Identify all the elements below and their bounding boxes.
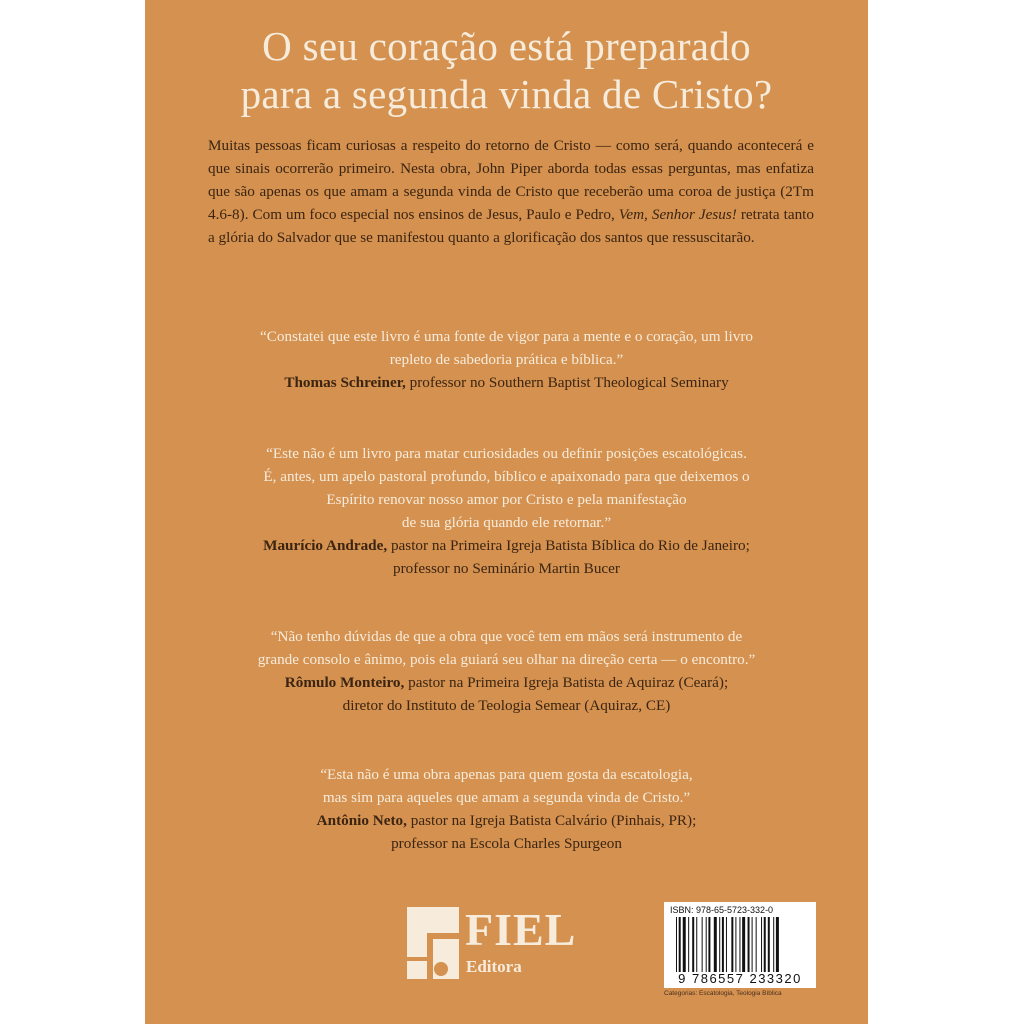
endorsement-role-line: professor na Escola Charles Spurgeon xyxy=(391,835,622,852)
endorsement-attribution xyxy=(185,371,828,394)
publisher-name: FIEL xyxy=(465,904,577,955)
endorsement-quote-line: “Esta não é uma obra apenas para quem gosta da escatologia, xyxy=(320,766,693,783)
intro-paragraph xyxy=(208,134,814,249)
intro-book-title: Vem, Senhor Jesus! xyxy=(618,206,737,223)
endorsement-role: pastor na Primeira Igreja Batista de Aquiraz (Ceará); xyxy=(408,674,729,691)
publisher-subtitle: Editora xyxy=(466,957,522,976)
endorsement-monteiro xyxy=(185,625,828,717)
endorsement-role: pastor na Primeira Igreja Batista Bíblica do Rio de Janeiro; xyxy=(390,537,750,554)
endorsement-andrade xyxy=(185,442,828,580)
endorsement-neto xyxy=(185,763,828,855)
endorsement-quote-line: mas sim para aqueles que amam a segunda vinda de Cristo.” xyxy=(322,789,691,806)
endorsement-schreiner xyxy=(185,325,828,394)
intro-text-start: Muitas pessoas ficam curiosas a respeito do retorno de Cristo — como será, quando acontecerá e que sinais ocorrerão primeiro. Nesta obra, John Piper aborda todas essas perguntas, mas enfatiza que são apenas os que amam a segunda vinda de Cristo que receberão uma coroa de justiça (2Tm 4.6-8). Com um foco especial nos ensinos de Jesus, Paulo e Pedro, xyxy=(208,137,814,223)
endorsement-quote-line: Espírito renovar nosso amor por Cristo e pela manifestação xyxy=(326,491,687,508)
endorsement-quote-line: grande consolo e ânimo, pois ela guiará seu olhar na direção certa — o encontro.” xyxy=(257,651,756,668)
endorsement-role: pastor na Igreja Batista Calvário (Pinhais, PR); xyxy=(410,812,697,829)
book-back-cover xyxy=(145,0,868,1024)
endorsement-attribution xyxy=(185,809,828,832)
endorsement-quote-line: É, antes, um apelo pastoral profundo, bíblico e apaixonado para que deixemos o xyxy=(263,468,750,485)
endorsement-quote-line: “Constatei que este livro é uma fonte de vigor para a mente e o coração, um livro xyxy=(260,328,753,345)
endorsement-quote-line: “Este não é um livro para matar curiosidades ou definir posições escatológicas. xyxy=(266,445,747,462)
endorsement-role-line: professor no Seminário Martin Bucer xyxy=(393,560,620,577)
fiel-logo-icon xyxy=(403,903,463,983)
barcode-bars xyxy=(676,917,810,972)
endorsement-author: Maurício Andrade, xyxy=(263,537,388,554)
isbn-label: ISBN: 978-65-5723-332-0 xyxy=(670,905,774,915)
endorsement-author: Rômulo Monteiro, xyxy=(284,674,405,691)
endorsement-quote-line: de sua glória quando ele retornar.” xyxy=(401,514,612,531)
headline xyxy=(145,22,868,118)
endorsement-quote-line: “Não tenho dúvidas de que a obra que você tem em mãos será instrumento de xyxy=(270,628,743,645)
headline-line-2: para a segunda vinda de Cristo? xyxy=(240,71,773,117)
barcode xyxy=(664,902,816,988)
endorsement-role: professor no Southern Baptist Theological Seminary xyxy=(409,374,729,391)
intro-text-end: retrata tanto a glória do Salvador que se manifestou quanto a glorificação dos santos que ressuscitarão. xyxy=(208,206,814,246)
category-label: Categorias: Escatologia, Teologia Bíblica xyxy=(664,990,782,997)
barcode-number: 9 786557 233320 xyxy=(678,971,802,986)
publisher-logo xyxy=(403,903,603,983)
endorsement-author: Thomas Schreiner, xyxy=(284,374,406,391)
headline-line-1: O seu coração está preparado xyxy=(262,23,751,69)
endorsement-author: Antônio Neto, xyxy=(316,812,407,829)
endorsement-attribution xyxy=(185,671,828,694)
endorsement-attribution xyxy=(185,534,828,557)
endorsement-role-line: diretor do Instituto de Teologia Semear (Aquiraz, CE) xyxy=(342,697,671,714)
endorsement-quote-line: repleto de sabedoria prática e bíblica.” xyxy=(389,351,624,368)
